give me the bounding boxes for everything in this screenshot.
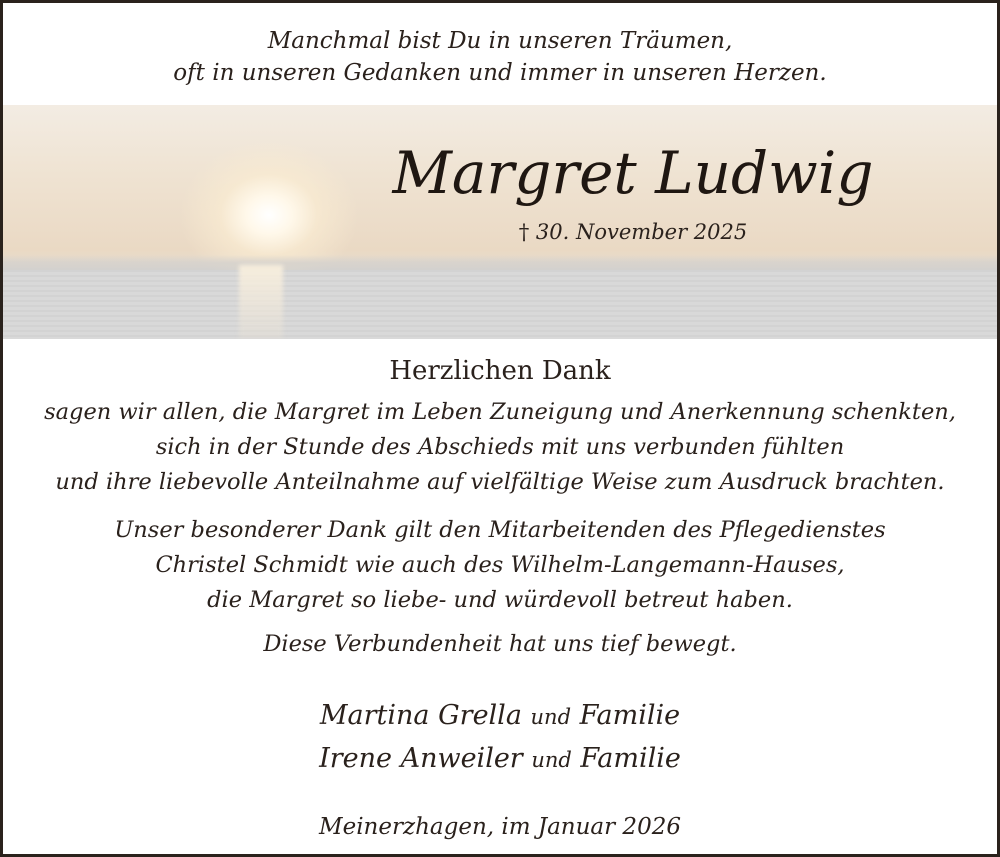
death-date-line <box>433 217 833 247</box>
signature-family: Familie <box>579 700 681 731</box>
sea-surface <box>3 270 997 339</box>
signature-joiner: und <box>531 748 572 772</box>
signature-line <box>3 695 997 738</box>
cross-icon: † <box>518 220 530 244</box>
thanks-line: die Margret so liebe- und würdevoll betreut haben. <box>207 587 793 613</box>
thanks-line: sich in der Stunde des Abschieds mit uns verbunden fühlten <box>155 434 845 460</box>
thanks-line: und ihre liebevolle Anteilnahme auf vielfältige Weise zum Ausdruck brachten. <box>55 469 945 495</box>
thanks-line: Unser besonderer Dank gilt den Mitarbeitenden des Pflegedienstes <box>114 517 886 543</box>
motto-line-1: Manchmal bist Du in unseren Träumen, <box>267 28 733 54</box>
death-date: 30. November 2025 <box>535 220 748 244</box>
thanks-paragraph-3: Diese Verbundenheit hat uns tief bewegt. <box>263 631 737 657</box>
horizon-haze <box>3 255 997 271</box>
thanks-line: sagen wir allen, die Margret im Leben Zuneigung und Anerkennung schenkten, <box>44 399 956 425</box>
motto-line-2: oft in unseren Gedanken und immer in unseren Herzen. <box>173 60 827 86</box>
signature-family: Familie <box>580 743 681 774</box>
signature-joiner: und <box>530 705 572 729</box>
signature-name: Irene Anweiler <box>319 743 523 774</box>
motto <box>3 25 997 89</box>
signature-line <box>3 738 997 781</box>
signature-name: Martina Grella <box>319 700 522 731</box>
thanks-paragraph-2 <box>3 513 997 618</box>
thanks-paragraph-1 <box>3 395 997 500</box>
thanks-title: Herzlichen Dank <box>389 356 611 386</box>
place-and-date: Meinerzhagen, im Januar 2026 <box>319 814 681 840</box>
signatures <box>3 695 997 781</box>
deceased-name: Margret Ludwig <box>392 139 874 207</box>
sun-reflection <box>239 265 283 339</box>
thanks-line: Christel Schmidt wie auch des Wilhelm-Langemann-Hauses, <box>155 552 845 578</box>
